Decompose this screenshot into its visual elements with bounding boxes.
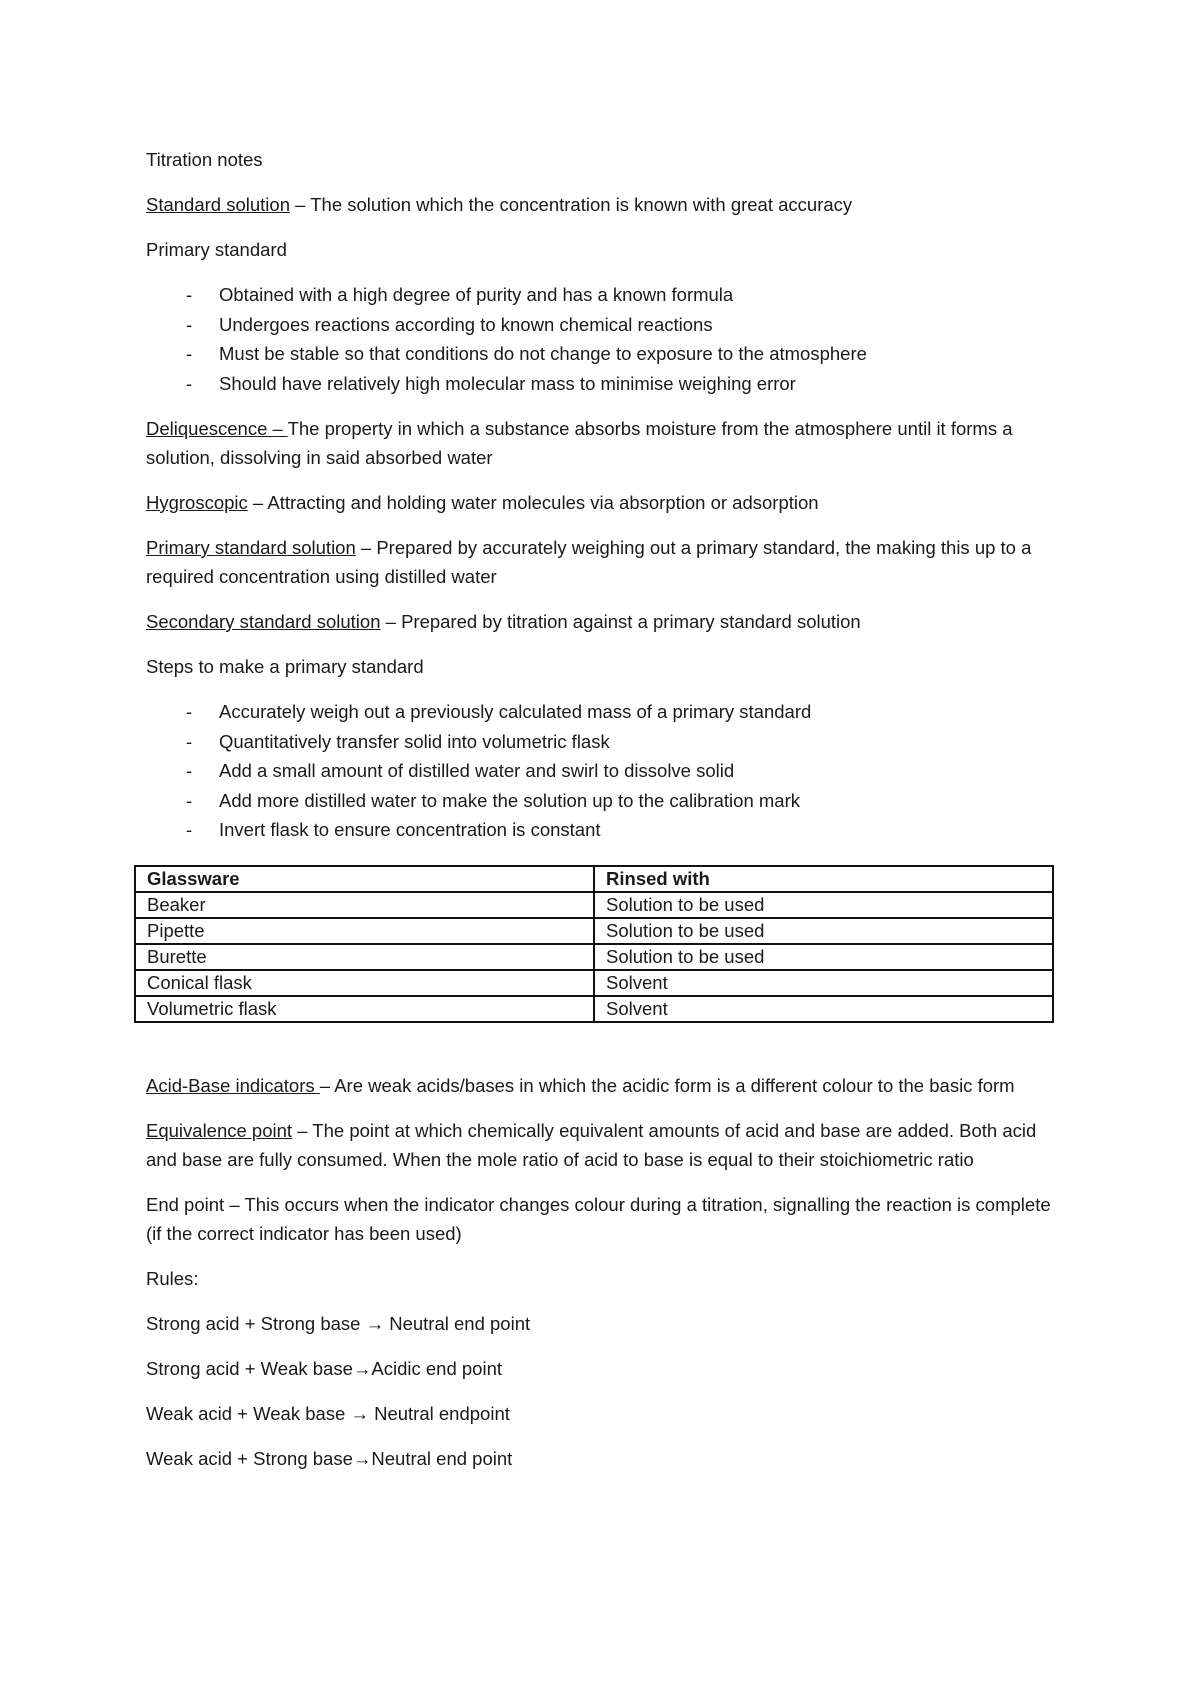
dash-bullet: - xyxy=(186,343,193,364)
table-row xyxy=(135,996,1053,1022)
definition-deliquescence xyxy=(146,414,1066,472)
list-item xyxy=(146,727,1066,757)
definition-acid-base-indicators xyxy=(146,1071,1066,1100)
definition-text: The point at which chemically equivalent amounts of acid and base are added. Both acid and base are fully consumed. When the mole ratio of acid to base is equal to their stoichiometric ratio xyxy=(146,1119,1037,1170)
table-cell: Solution to be used xyxy=(594,892,1053,918)
definition-text: Are weak acids/bases in which the acidic form is a different colour to the basic form xyxy=(334,1074,1015,1096)
rule-right: Neutral end point xyxy=(371,1447,513,1469)
list-item-text: Add a small amount of distilled water and swirl to dissolve solid xyxy=(219,760,735,781)
table-header-cell: Rinsed with xyxy=(594,866,1053,892)
dash-bullet: - xyxy=(186,760,193,781)
term: Deliquescence – xyxy=(146,418,288,439)
dash-bullet: - xyxy=(186,313,193,335)
list-item-text: Must be stable so that conditions do not change to exposure to the atmosphere xyxy=(219,343,867,364)
list-item-text: Add more distilled water to make the solution up to the calibration mark xyxy=(219,789,800,811)
table-row xyxy=(135,892,1053,918)
list-item xyxy=(146,697,1066,727)
list-item xyxy=(146,369,1066,399)
rule-left: Weak acid + Weak base xyxy=(146,1402,351,1424)
definition-text: The property in which a substance absorbs moisture from the atmosphere until it forms a solution, dissolving in said absorbed water xyxy=(146,418,1013,468)
dash-bullet: - xyxy=(186,284,193,305)
rule-line xyxy=(146,1444,1066,1473)
definition-text: Prepared by accurately weighing out a primary standard, the making this up to a required concentration using distilled water xyxy=(146,537,1032,587)
table-cell: Pipette xyxy=(135,918,594,944)
document-title: Titration notes xyxy=(146,149,263,170)
table-cell: Solvent xyxy=(594,996,1053,1022)
rule-right: Acidic end point xyxy=(371,1357,503,1379)
rule-line xyxy=(146,1354,1066,1383)
definition-equivalence-point xyxy=(146,1116,1066,1174)
rule-left: Weak acid + Strong base xyxy=(146,1447,353,1469)
table-cell: Solution to be used xyxy=(594,944,1053,970)
section-heading: Primary standard xyxy=(146,239,287,260)
definition-text: The solution which the concentration is known with great accuracy xyxy=(310,194,853,215)
term: Acid-Base indicators xyxy=(146,1074,320,1096)
term: Secondary standard solution xyxy=(146,611,381,632)
table-cell: Beaker xyxy=(135,892,594,918)
dash-bullet: - xyxy=(186,819,193,840)
rule-line xyxy=(146,1309,1066,1338)
definition-text: Prepared by titration against a primary standard solution xyxy=(401,611,861,632)
list-item xyxy=(146,786,1066,816)
list-item xyxy=(146,815,1066,845)
separator: – xyxy=(290,194,311,215)
rule-left: Strong acid + Strong base xyxy=(146,1312,366,1334)
table-cell: Burette xyxy=(135,944,594,970)
table-cell: Volumetric flask xyxy=(135,996,594,1022)
list-item-text: Quantitatively transfer solid into volumetric flask xyxy=(219,730,610,752)
document-page xyxy=(146,145,1066,1489)
table-cell: Solvent xyxy=(594,970,1053,996)
definition-primary-standard-solution xyxy=(146,533,1066,591)
separator: – xyxy=(380,611,402,632)
list-item xyxy=(146,280,1066,310)
table-cell: Conical flask xyxy=(135,970,594,996)
list-item-text: Accurately weigh out a previously calculated mass of a primary standard xyxy=(219,701,812,722)
list-item xyxy=(146,310,1066,340)
separator: – xyxy=(319,1074,335,1096)
table-row xyxy=(135,918,1053,944)
section-heading: Rules: xyxy=(146,1267,199,1289)
definition-end-point: End point – This occurs when the indicator changes colour during a titration, signalling the reaction is complete (if the correct indicator has been used) xyxy=(146,1193,1051,1244)
rule-left: Strong acid + Weak base xyxy=(146,1357,353,1379)
definition-hygroscopic xyxy=(146,488,1066,517)
right-arrow-icon: → xyxy=(352,1357,372,1379)
list-item xyxy=(146,339,1066,369)
term: Hygroscopic xyxy=(146,492,248,513)
glassware-table xyxy=(134,865,1054,1023)
dash-bullet: - xyxy=(186,372,193,394)
dash-bullet: - xyxy=(186,730,193,752)
separator: – xyxy=(355,537,377,558)
list-item-text: Undergoes reactions according to known chemical reactions xyxy=(219,313,713,335)
list-item xyxy=(146,756,1066,786)
right-arrow-icon: → xyxy=(352,1447,372,1469)
list-item-text: Obtained with a high degree of purity and has a known formula xyxy=(219,284,734,305)
rule-right: Neutral end point xyxy=(384,1312,531,1334)
table-row xyxy=(135,970,1053,996)
section-heading: Steps to make a primary standard xyxy=(146,656,424,677)
dash-bullet: - xyxy=(186,701,193,722)
definition-secondary-standard-solution xyxy=(146,607,1066,636)
rule-line xyxy=(146,1399,1066,1428)
list-item-text: Invert flask to ensure concentration is constant xyxy=(219,819,601,840)
separator: – xyxy=(247,492,268,513)
dash-bullet: - xyxy=(186,789,193,811)
steps-list xyxy=(146,697,1066,845)
table-header-cell: Glassware xyxy=(135,866,594,892)
definition-text: Attracting and holding water molecules via absorption or adsorption xyxy=(267,492,819,513)
right-arrow-icon: → xyxy=(350,1402,369,1424)
table-row xyxy=(135,944,1053,970)
term: Primary standard solution xyxy=(146,537,356,558)
primary-standard-list xyxy=(146,280,1066,398)
definition-standard-solution xyxy=(146,190,1066,219)
term: Equivalence point xyxy=(146,1119,293,1141)
separator: – xyxy=(292,1119,313,1141)
rule-right: Neutral endpoint xyxy=(368,1402,510,1424)
term: Standard solution xyxy=(146,194,290,215)
right-arrow-icon: → xyxy=(365,1312,385,1334)
table-cell: Solution to be used xyxy=(594,918,1053,944)
list-item-text: Should have relatively high molecular mass to minimise weighing error xyxy=(219,372,796,394)
table-header-row xyxy=(135,866,1053,892)
